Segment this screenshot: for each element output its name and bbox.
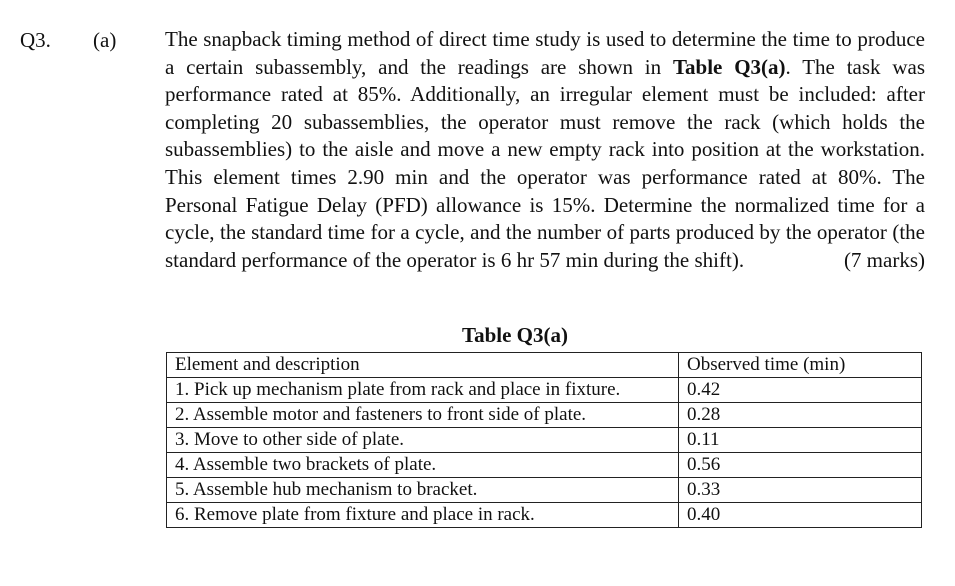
element-description: 6. Remove plate from fixture and place in rack. [167,503,679,528]
question-text-part-2: . The task was performance rated at 85%. Additionally, an irregular element must be included: after completing 20 subassemblies, the operator must remove the rack (which holds the subassemblies) to the aisle and move a new empty rack into position at the workstation. This element times 2.90 min and the operator was performance rated at 80%. The Personal Fatigue Delay (PFD) allowance is 15%. Determine the normalized time for a cycle, the standard time for a cycle, and the number of parts produced by the operator (the standard performance of the operator is 6 hr 57 min during the shift). [165,54,925,272]
table-row [167,403,922,428]
element-description: 5. Assemble hub mechanism to bracket. [167,478,679,503]
question-number: Q3. [20,28,51,52]
table-row [167,378,922,403]
header-element-description: Element and description [167,353,679,378]
table-reference: Table Q3(a) [672,54,786,79]
question-text-part-1: The snapback timing method of direct time study is used to determine the time to produce a certain subassembly, and the readings are shown in [165,27,925,79]
marks-label: (7 marks) [843,247,925,272]
element-description: 2. Assemble motor and fasteners to front side of plate. [167,403,679,428]
table-row [167,503,922,528]
table-row [167,478,922,503]
table-header-row [167,353,922,378]
observed-time: 0.28 [679,403,922,428]
observed-time: 0.40 [679,503,922,528]
observed-time: 0.42 [679,378,922,403]
element-description: 3. Move to other side of plate. [167,428,679,453]
observed-time: 0.11 [679,428,922,453]
observed-time: 0.33 [679,478,922,503]
question-text [165,26,925,274]
observed-time: 0.56 [679,453,922,478]
table-row [167,453,922,478]
table-row [167,428,922,453]
question-part: (a) [93,28,117,52]
element-description: 4. Assemble two brackets of plate. [167,453,679,478]
observed-times-table [166,352,922,528]
element-description: 1. Pick up mechanism plate from rack and place in fixture. [167,378,679,403]
header-observed-time: Observed time (min) [679,353,922,378]
table-caption: Table Q3(a) [462,323,568,347]
